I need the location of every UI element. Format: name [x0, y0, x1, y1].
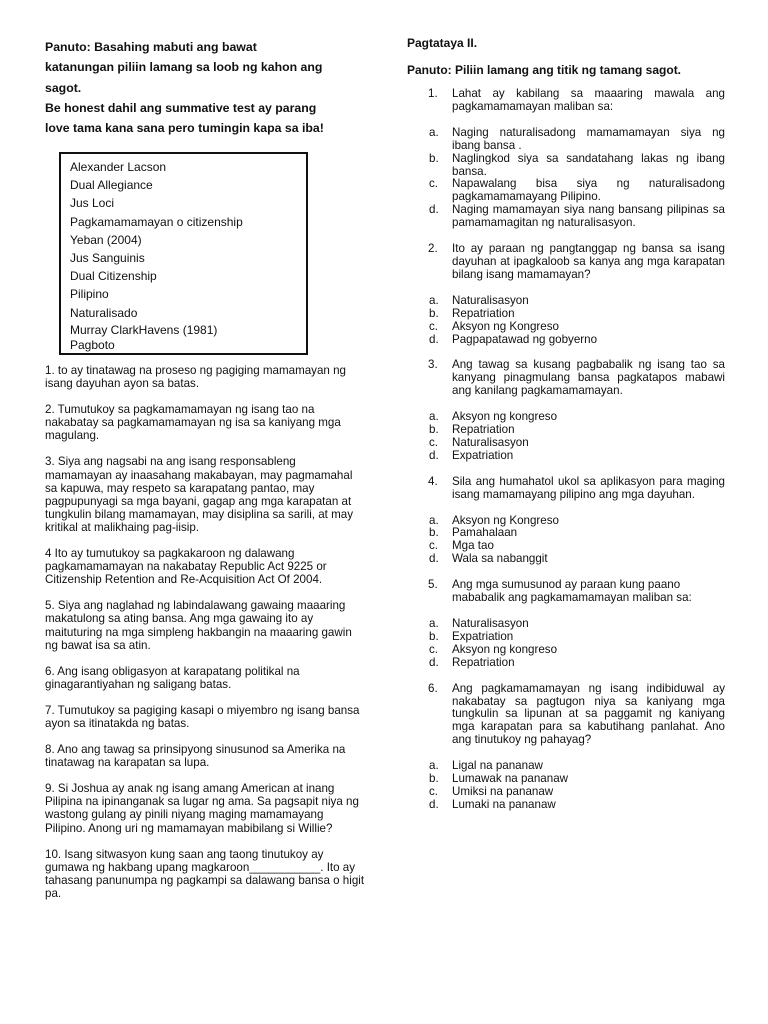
intro-line: Panuto: Basahing mabuti ang bawat	[45, 40, 257, 54]
option-text: Repatriation	[452, 306, 515, 320]
answer-choice: Murray ClarkHavens (1981)	[70, 322, 218, 337]
option-letter: d.	[429, 332, 439, 346]
mc-option	[407, 153, 725, 179]
answer-choice: Yeban (2004)	[70, 232, 142, 247]
mc-question	[407, 359, 725, 398]
option-text: Aksyon ng Kongreso	[452, 319, 559, 333]
option-text: Naging naturalisadong mamamamayan siya ng ibang bansa .	[452, 125, 725, 152]
identification-questions	[45, 364, 365, 900]
answer-choice: Pagboto	[70, 337, 115, 352]
answer-choice: Dual Citizenship	[70, 269, 157, 284]
question-item: 9. Si Joshua ay anak ng isang amang American at inang Pilipina na ipinanganak sa lugar ng ama. Sa pagsapit niya ng wastong gulang ay pinili niyang maging mamamayang Pilipino. Anong uri ng mamamayan mabibilang si Willie?	[45, 782, 359, 835]
mc-options	[407, 411, 725, 463]
mc-options	[407, 295, 725, 347]
section-title: Pagtataya II.	[407, 36, 478, 50]
option-text: Ligal na pananaw	[452, 759, 543, 773]
option-letter: d.	[429, 203, 439, 217]
mc-option	[407, 127, 725, 153]
mc-option	[407, 450, 725, 463]
option-text: Umiksi na pananaw	[452, 784, 554, 798]
option-letter: a.	[429, 125, 439, 139]
mc-question	[407, 88, 725, 114]
question-number: 2.	[428, 242, 438, 256]
option-letter: a.	[429, 759, 439, 773]
option-text: Naging mamamayan siya nang bansang pilipinas sa pamamamagitan ng naturalisasyon.	[452, 203, 725, 230]
mc-option	[407, 553, 725, 566]
question-item: 1. to ay tinatawag na proseso ng pagiging mamamayan ng isang dayuhan ayon sa batas.	[45, 364, 346, 391]
option-letter: b.	[429, 772, 439, 786]
mc-option	[407, 178, 725, 204]
option-text: Pagpapatawad ng gobyerno	[452, 332, 598, 346]
answer-choice: Dual Allegiance	[70, 178, 153, 193]
answer-choice: Jus Sanguinis	[70, 251, 145, 266]
option-text: Aksyon ng Kongreso	[452, 513, 559, 527]
mc-item	[407, 359, 725, 462]
option-text: Naturalisasyon	[452, 617, 529, 630]
question-number: 1.	[428, 87, 438, 100]
option-letter: b.	[429, 526, 439, 540]
option-text: Lumaki na pananaw	[452, 797, 556, 811]
mc-item	[407, 683, 725, 812]
option-text: Repatriation	[452, 423, 515, 437]
intro-line: love tama kana sana pero tumingin kapa sa iba!	[45, 121, 324, 136]
option-text: Aksyon ng kongreso	[452, 642, 558, 656]
option-text: Napawalang bisa siya ng naturalisadong pagkamamamayang Pilipino.	[452, 177, 725, 204]
option-letter: a.	[429, 293, 439, 307]
answer-choice: Naturalisado	[70, 305, 138, 320]
question-item: 10. Isang sitwasyon kung saan ang taong tinutukoy ay gumawa ng hakbang upang magkaroon___________. Ito ay tahasang panunumpa ng pagkampi sa dalawang bansa o higit pa.	[45, 847, 365, 900]
mc-options	[407, 760, 725, 812]
mc-item	[407, 476, 725, 566]
option-letter: a.	[429, 513, 439, 527]
option-text: Lumawak na pananaw	[452, 772, 569, 786]
multiple-choice-list	[407, 88, 725, 812]
question-number: 3.	[428, 358, 438, 372]
answer-choice: Jus Loci	[70, 196, 115, 211]
question-item: 7. Tumutukoy sa pagiging kasapi o miyembro ng isang bansa ayon sa itinatakda ng batas.	[45, 703, 360, 730]
option-text: Naturalisasyon	[452, 293, 529, 307]
question-text: Sila ang humahatol ukol sa aplikasyon para maging isang mamamayang pilipino ang mga dayuhan.	[452, 474, 725, 501]
option-text: Naglingkod siya sa sandatahang lakas ng ibang bansa.	[452, 151, 725, 178]
question-item: 2. Tumutukoy sa pagkamamamayan ng isang tao na nakabatay sa pagkamamamayan ng isa sa kaniyang mga magulang.	[45, 403, 341, 443]
option-text: Aksyon ng kongreso	[452, 410, 558, 424]
question-text: Ang mga sumusunod ay paraan kung paano mababalik ang pagkamamamayan maliban sa:	[452, 578, 692, 605]
option-letter: d.	[429, 552, 439, 566]
answer-choices-box	[59, 152, 308, 355]
mc-question	[407, 476, 725, 502]
mc-options	[407, 618, 725, 670]
option-letter: c.	[429, 784, 439, 798]
question-item: 4 Ito ay tumutukoy sa pagkakaroon ng dalawang pagkamamamayan na nakabatay Republic Act 9225 or Citizenship Retention and Re-Acquisition Act Of 2004.	[45, 547, 327, 587]
option-letter: b.	[429, 423, 439, 437]
mc-question	[407, 683, 725, 748]
question-item: 8. Ano ang tawag sa prinsipyong sinusunod sa Amerika na tinatawag na karapatan sa lupa.	[45, 743, 346, 770]
option-text: Repatriation	[452, 655, 515, 669]
option-text: Mga tao	[452, 539, 494, 553]
option-letter: d.	[429, 448, 439, 462]
mc-question	[407, 243, 725, 282]
option-letter: b.	[429, 151, 439, 165]
intro-instructions	[45, 37, 365, 138]
option-text: Wala sa nabanggit	[452, 552, 548, 566]
option-letter: d.	[429, 655, 439, 669]
mc-item	[407, 88, 725, 230]
intro-line: katanungan piliin lamang sa loob ng kahon ang	[45, 60, 323, 75]
mc-options	[407, 127, 725, 230]
intro-line: Be honest dahil ang summative test ay parang	[45, 100, 317, 115]
answer-choice: Pilipino	[70, 287, 109, 302]
question-item: 6. Ang isang obligasyon at karapatang politikal na ginagarantiyahan ng saligang batas.	[45, 664, 300, 691]
option-text: Expatriation	[452, 629, 514, 643]
option-text: Pamahalaan	[452, 526, 518, 540]
mc-option	[407, 334, 725, 347]
answer-choice: Pagkamamamayan o citizenship	[70, 214, 243, 229]
option-letter: c.	[429, 642, 439, 656]
question-text: Ito ay paraan ng pangtanggap ng bansa sa isang dayuhan at ipagkaloob sa kanya ang mga karapatan bilang isang mamamayan?	[452, 242, 725, 281]
mc-option	[407, 657, 725, 670]
option-letter: c.	[429, 435, 439, 449]
option-letter: a.	[429, 617, 439, 630]
question-number: 4.	[428, 474, 438, 488]
mc-question	[407, 579, 725, 605]
option-text: Expatriation	[452, 448, 514, 462]
question-item: 5. Siya ang naglahad ng labindalawang gawaing maaaring makatulong sa ating bansa. Ang mga gawaing ito ay maituturing na mga simpleng hakbangin na maaaring gawin ng bawat isa sa atin.	[45, 599, 352, 652]
question-number: 6.	[428, 681, 438, 695]
mc-option	[407, 799, 725, 812]
option-letter: c.	[429, 319, 439, 333]
option-letter: c.	[429, 177, 439, 191]
question-text: Ang pagkamamamayan ng isang indibiduwal ay nakabatay sa pagtugon niya sa kaniyang mga tungkulin sa lipunan at sa paggamit ng kaniyang mga karapatan para sa kabutihang panlahat. Ano ang tinutukoy ng pahayag?	[452, 681, 725, 747]
question-text: Lahat ay kabilang sa maaaring mawala ang pagkamamamayan maliban sa:	[452, 87, 725, 113]
mc-item	[407, 579, 725, 669]
option-letter: d.	[429, 797, 439, 811]
mc-item	[407, 243, 725, 346]
mc-option	[407, 204, 725, 230]
question-text: Ang tawag sa kusang pagbabalik ng isang tao sa kanyang pinagmulang bansa pagkatapos mabawi ang kanilang pagkamamamayan.	[452, 358, 725, 398]
question-item: 3. Siya ang nagsabi na ang isang responsableng mamamayan ay inaasahang makabayan, may pagmamahal sa kapuwa, may respeto sa karapatang pantao, may pagpupunyagi sa mga bayani, gagap ang mga karapatan at tungkulin bilang mamamayan, may disiplina sa sarili, at may kritikal at malikhaing pag-iisip.	[45, 455, 354, 534]
intro-line: sagot.	[45, 80, 82, 95]
option-letter: a.	[429, 410, 439, 424]
option-letter: b.	[429, 629, 439, 643]
option-letter: b.	[429, 306, 439, 320]
section-instruction: Panuto: Piliin lamang ang titik ng tamang sagot.	[407, 63, 682, 77]
answer-choice: Alexander Lacson	[70, 160, 167, 174]
option-letter: c.	[429, 539, 439, 553]
mc-options	[407, 515, 725, 567]
option-text: Naturalisasyon	[452, 435, 529, 449]
question-number: 5.	[428, 578, 438, 592]
